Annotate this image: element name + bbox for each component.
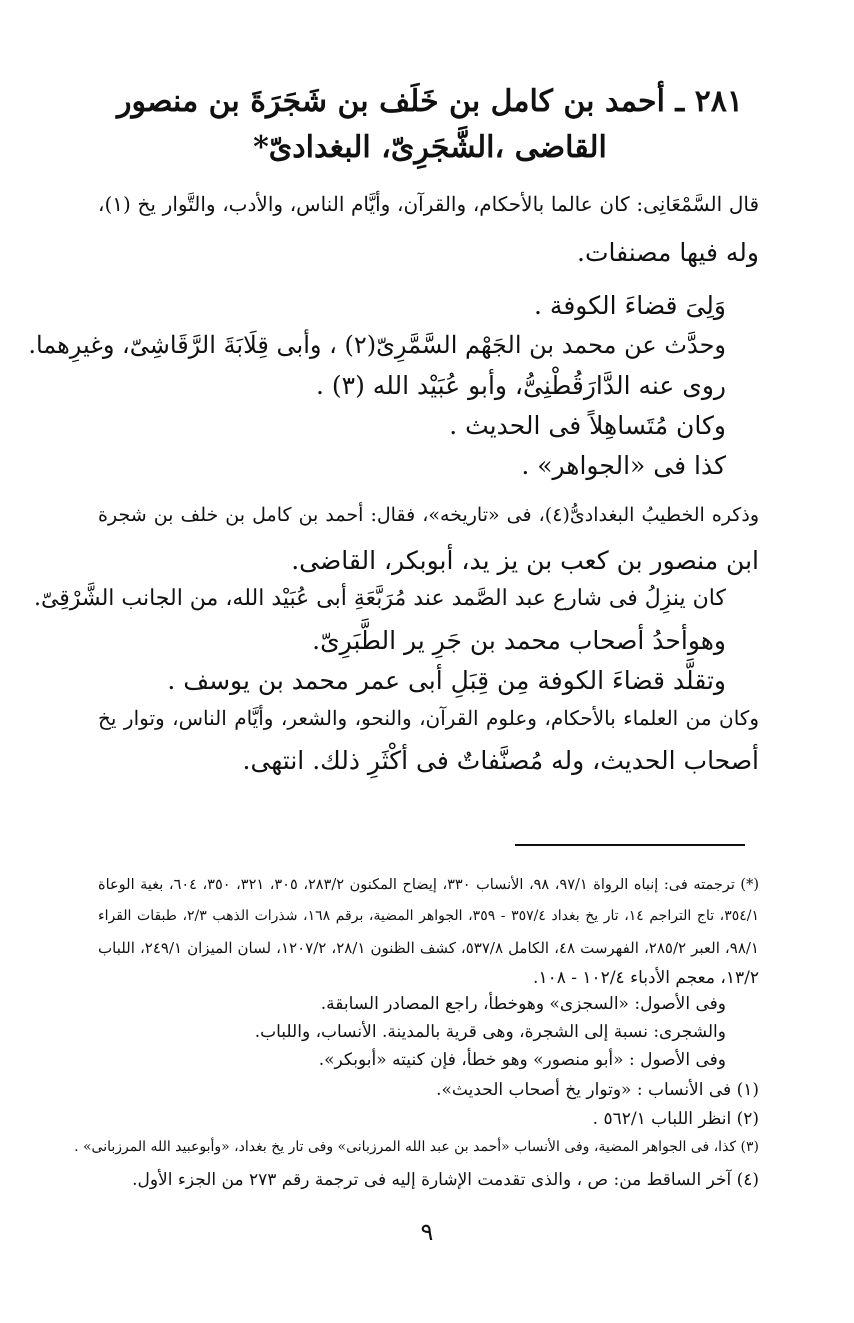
paragraph-3-line-2: أصحاب الحديث، وله مُصنَّفاتٌ فى أكْثَرِ ذلك. انتهى. <box>242 746 759 775</box>
footnote-star-line-4: ١٣/٢، معجم الأدباء ١٠٢/٤ - ١٠٨. <box>533 968 759 988</box>
footnote-1: (١) فى الأنساب : «وتوار يخ أصحاب الحديث». <box>436 1080 759 1100</box>
footnote-4: (٤) آخر الساقط من: ص ، والذى تقدمت الإشارة إليه فى ترجمة رقم ٢٧٣ من الجزء الأول. <box>132 1170 759 1190</box>
paragraph-3-line-1: وكان من العلماء بالأحكام، وعلوم القرآن، والنحو، والشعر، وأيَّام الناس، وتوار يخ <box>98 706 759 730</box>
footnote-star-line-3: ٩٨/١، العبر ٢٨٥/٢، الفهرست ٤٨، الكامل ٥٣٧/٨، كشف الظنون ٢٨/١، ١٢٠٧/٢، لسان الميزان ٢٤٩/١، اللباب <box>98 939 759 957</box>
paragraph-1-line-2: وله فيها مصنفات. <box>577 238 759 267</box>
body-line-lenient: وكان مُتَساهِلاً فى الحديث . <box>449 411 726 440</box>
body-line-residence: كان ينزِلُ فى شارع عبد الصَّمد عند مُرَبَّعَةِ أبى عُبَيْد الله، من الجانب الشَّرْقِىّ. <box>33 586 726 611</box>
footnote-star-line-1: (*) ترجمته فى: إنباه الرواة ٩٧/١، ٩٨، الأنساب ٣٣٠، إيضاح المكنون ٢٨٣/٢، ٣٠٥، ٣٢١، ٣٥٠، ٦٠٤، بغية الوعاة <box>98 877 759 893</box>
paragraph-2-line-2: ابن منصور بن كعب بن يز يد، أبوبكر، القاضى. <box>291 546 759 575</box>
paragraph-1-line-1: قال السَّمْعَانِى: كان عالما بالأحكام، والقرآن، وأيَّام الناس، والأدب، والتَّوار يخ (١)، <box>98 192 759 216</box>
footnote-note-shajari: والشجرى: نسبة إلى الشجرة، وهى قرية بالمدينة. الأنساب، واللباب. <box>254 1022 726 1042</box>
footnote-note-sijzi: وفى الأصول: «السجزى» وهوخطأ، راجع المصادر السابقة. <box>320 994 726 1014</box>
footnote-star-line-2: ٣٥٤/١، تاج التراجم ١٤، تار يخ بغداد ٣٥٧/٤ - ٣٥٩، الجواهر المضية، برقم ١٦٨، شذرات الذهب ٢/٣، طبقات القراء <box>98 908 759 924</box>
body-line-narrated-from: وحدَّث عن محمد بن الجَهْم السَّمَّرِىّ(٢) ، وأبى قِلَابَةَ الرَّقَاشِىّ، وغيرِهما. <box>28 331 726 359</box>
body-line-judgeship: وتقلَّد قضاءَ الكوفة مِن قِبَلِ أبى عمر محمد بن يوسف . <box>167 666 726 695</box>
entry-title-line2: القاضى ،الشَّجَرِىّ، البغدادىّ* <box>253 130 607 165</box>
body-line-narrated-by: روى عنه الدَّارَقُطْنِىُّ، وأبو عُبَيْد الله (٣) . <box>316 371 726 400</box>
body-line-source: كذا فى «الجواهر» . <box>521 451 726 480</box>
paragraph-2-line-1: وذكره الخطيبُ البغدادىُّ(٤)، فى «تاريخه»، فقال: أحمد بن كامل بن خلف بن شجرة <box>98 504 759 526</box>
footnote-3: (٣) كذا، فى الجواهر المضية، وفى الأنساب «أحمد بن عبد الله المرزبانى» وفى تار يخ بغداد، «وأبوعبيد الله المرزبانى» . <box>74 1139 759 1155</box>
footnote-note-kunya: وفى الأصول : «أبو منصور» وهو خطأ، فإن كنيته «أبوبكر». <box>318 1050 726 1070</box>
page-number: ٩ <box>420 1218 434 1246</box>
footnote-separator <box>515 844 745 846</box>
body-line-appointed-judge: وَلِىَ قضاءَ الكوفة . <box>534 291 726 320</box>
footnote-2: (٢) انظر اللباب ٥٦٢/١ . <box>592 1109 759 1129</box>
entry-title-line1: ٢٨١ ـ أحمد بن كامل بن خَلَف بن شَجَرَةَ بن منصور <box>117 84 743 119</box>
body-line-companion: وهوأحدُ أصحاب محمد بن جَرِ ير الطَّبَرِىّ. <box>312 626 726 655</box>
